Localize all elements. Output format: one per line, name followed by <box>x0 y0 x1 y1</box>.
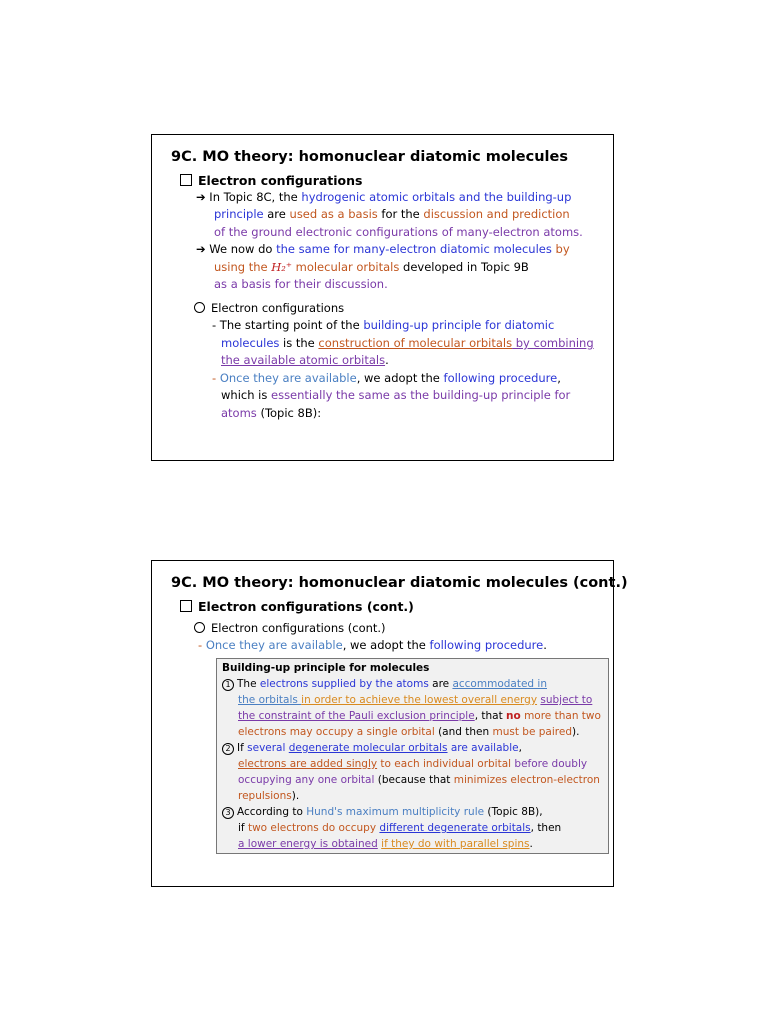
h2-plus-symbol: H₂⁺ <box>271 260 292 274</box>
circle-bullet-icon <box>194 302 205 313</box>
sub-heading: Electron configurations <box>194 301 344 315</box>
principle-box <box>216 658 609 854</box>
box-title: Building-up principle for molecules <box>222 662 430 674</box>
circled-number-1-icon: 1 <box>222 679 234 691</box>
text-line: which is essentially the same as the building-up principle for <box>221 388 571 402</box>
section-heading: Electron configurations (cont.) <box>180 599 414 614</box>
text-line: using the H₂⁺ molecular orbitals developed in Topic 9B <box>214 260 529 274</box>
slide-title: 9C. MO theory: homonuclear diatomic molecules <box>171 149 568 165</box>
circled-number-2-icon: 2 <box>222 743 234 755</box>
text-line: as a basis for their discussion. <box>214 277 388 291</box>
rule-1-line: the constraint of the Pauli exclusion principle, that no more than two <box>238 710 601 722</box>
slide-title: 9C. MO theory: homonuclear diatomic molecules (cont.) <box>171 575 628 591</box>
slide-2 <box>151 560 628 887</box>
rule-1-line: the orbitals in order to achieve the lowest overall energy subject to <box>238 694 593 706</box>
text-line: principle are used as a basis for the discussion and prediction <box>214 207 570 221</box>
arrow-bullet-line: ➔ In Topic 8C, the hydrogenic atomic orbitals and the building-up <box>196 190 572 204</box>
square-bullet-icon <box>180 174 192 186</box>
text-line: of the ground electronic configurations of many-electron atoms. <box>214 225 583 239</box>
text-line: the available atomic orbitals. <box>221 353 389 367</box>
arrow-bullet-line: ➔ We now do the same for many-electron diatomic molecules by <box>196 242 570 256</box>
rule-2-line: occupying any one orbital (because that minimizes electron-electron <box>238 774 600 786</box>
square-bullet-icon <box>180 600 192 612</box>
dash-item-line: - Once they are available, we adopt the following procedure. <box>198 638 547 652</box>
dash-item-line: - The starting point of the building-up principle for diatomic <box>212 318 555 332</box>
text-line: atoms (Topic 8B): <box>221 406 322 420</box>
rule-1-line: 1 The electrons supplied by the atoms are accommodated in <box>222 678 547 691</box>
dash-item-line: - Once they are available, we adopt the following procedure, <box>212 371 561 385</box>
text-line: molecules is the construction of molecular orbitals by combining <box>221 336 594 350</box>
rule-2-line: 2 If several degenerate molecular orbitals are available, <box>222 742 522 755</box>
circle-bullet-icon <box>194 622 205 633</box>
rule-2-line: electrons are added singly to each individual orbital before doubly <box>238 758 588 770</box>
sub-heading: Electron configurations (cont.) <box>194 621 386 635</box>
rule-3-line: if two electrons do occupy different degenerate orbitals, then <box>238 822 562 834</box>
arrow-right-icon: ➔ <box>196 242 206 256</box>
circled-number-3-icon: 3 <box>222 807 234 819</box>
rule-3-line: a lower energy is obtained if they do with parallel spins. <box>238 838 533 850</box>
arrow-right-icon: ➔ <box>196 190 206 204</box>
rule-1-line: electrons may occupy a single orbital (and then must be paired). <box>238 726 580 738</box>
section-heading: Electron configurations <box>180 173 362 188</box>
rule-3-line: 3 According to Hund's maximum multiplicity rule (Topic 8B), <box>222 806 543 819</box>
rule-2-line: repulsions). <box>238 790 300 802</box>
slide-1 <box>151 134 614 461</box>
